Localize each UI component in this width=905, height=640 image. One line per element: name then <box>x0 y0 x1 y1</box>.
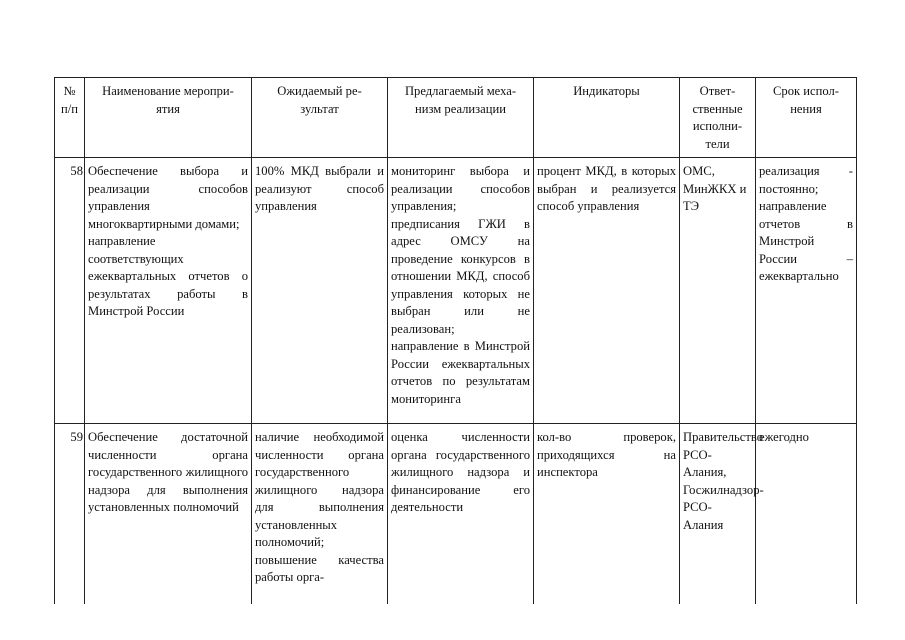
header-deadline: Срок испол- нения <box>756 78 857 158</box>
row-responsible: Правительство РСО-Алания, Госжилнадзор-РСО-Алания <box>680 424 756 605</box>
row-deadline: реализация - постоянно; направление отчетов в Минстрой России – ежеквартально <box>756 158 857 424</box>
header-expected-result: Ожидаемый ре- зультат <box>252 78 388 158</box>
row-number: 59 <box>55 424 85 605</box>
table-row <box>55 424 857 605</box>
row-indicators: процент МКД, в которых выбран и реализуется способ управления <box>534 158 680 424</box>
header-number: № п/п <box>55 78 85 158</box>
header-responsible: Ответ- ственные исполни- тели <box>680 78 756 158</box>
row-mechanism: мониторинг выбора и реализации способов управления; предписания ГЖИ в адрес ОМСУ на проведение конкурсов в отношении МКД, способ управления которых не выбран или не реализован; направление в Минстрой России ежеквартальных отчетов по результатам мониторинга <box>388 158 534 424</box>
header-mechanism: Предлагаемый меха- низм реализации <box>388 78 534 158</box>
row-indicators: кол-во проверок, приходящихся на инспектора <box>534 424 680 605</box>
table-header-row <box>55 78 857 158</box>
row-number: 58 <box>55 158 85 424</box>
row-expected-result: наличие необходимой численности органа государственного жилищного надзора для выполнения установленных полномочий; повышение качества работы орга- <box>252 424 388 605</box>
measures-table <box>54 77 857 604</box>
row-mechanism: оценка численности органа государственного жилищного надзора и финансирование его деятельности <box>388 424 534 605</box>
row-expected-result: 100% МКД выбрали и реализуют способ управления <box>252 158 388 424</box>
row-measure-name: Обеспечение выбора и реализации способов управления многоквартирными домами; направление соответствующих ежеквартальных отчетов о результатах работы в Минстрой России <box>85 158 252 424</box>
table-row <box>55 158 857 424</box>
header-measure-name: Наименование меропри- ятия <box>85 78 252 158</box>
row-deadline: ежегодно <box>756 424 857 605</box>
row-responsible: ОМС, МинЖКХ и ТЭ <box>680 158 756 424</box>
header-indicators: Индикаторы <box>534 78 680 158</box>
row-measure-name: Обеспечение достаточной численности органа государственного жилищного надзора для выполнения установленных полномочий <box>85 424 252 605</box>
